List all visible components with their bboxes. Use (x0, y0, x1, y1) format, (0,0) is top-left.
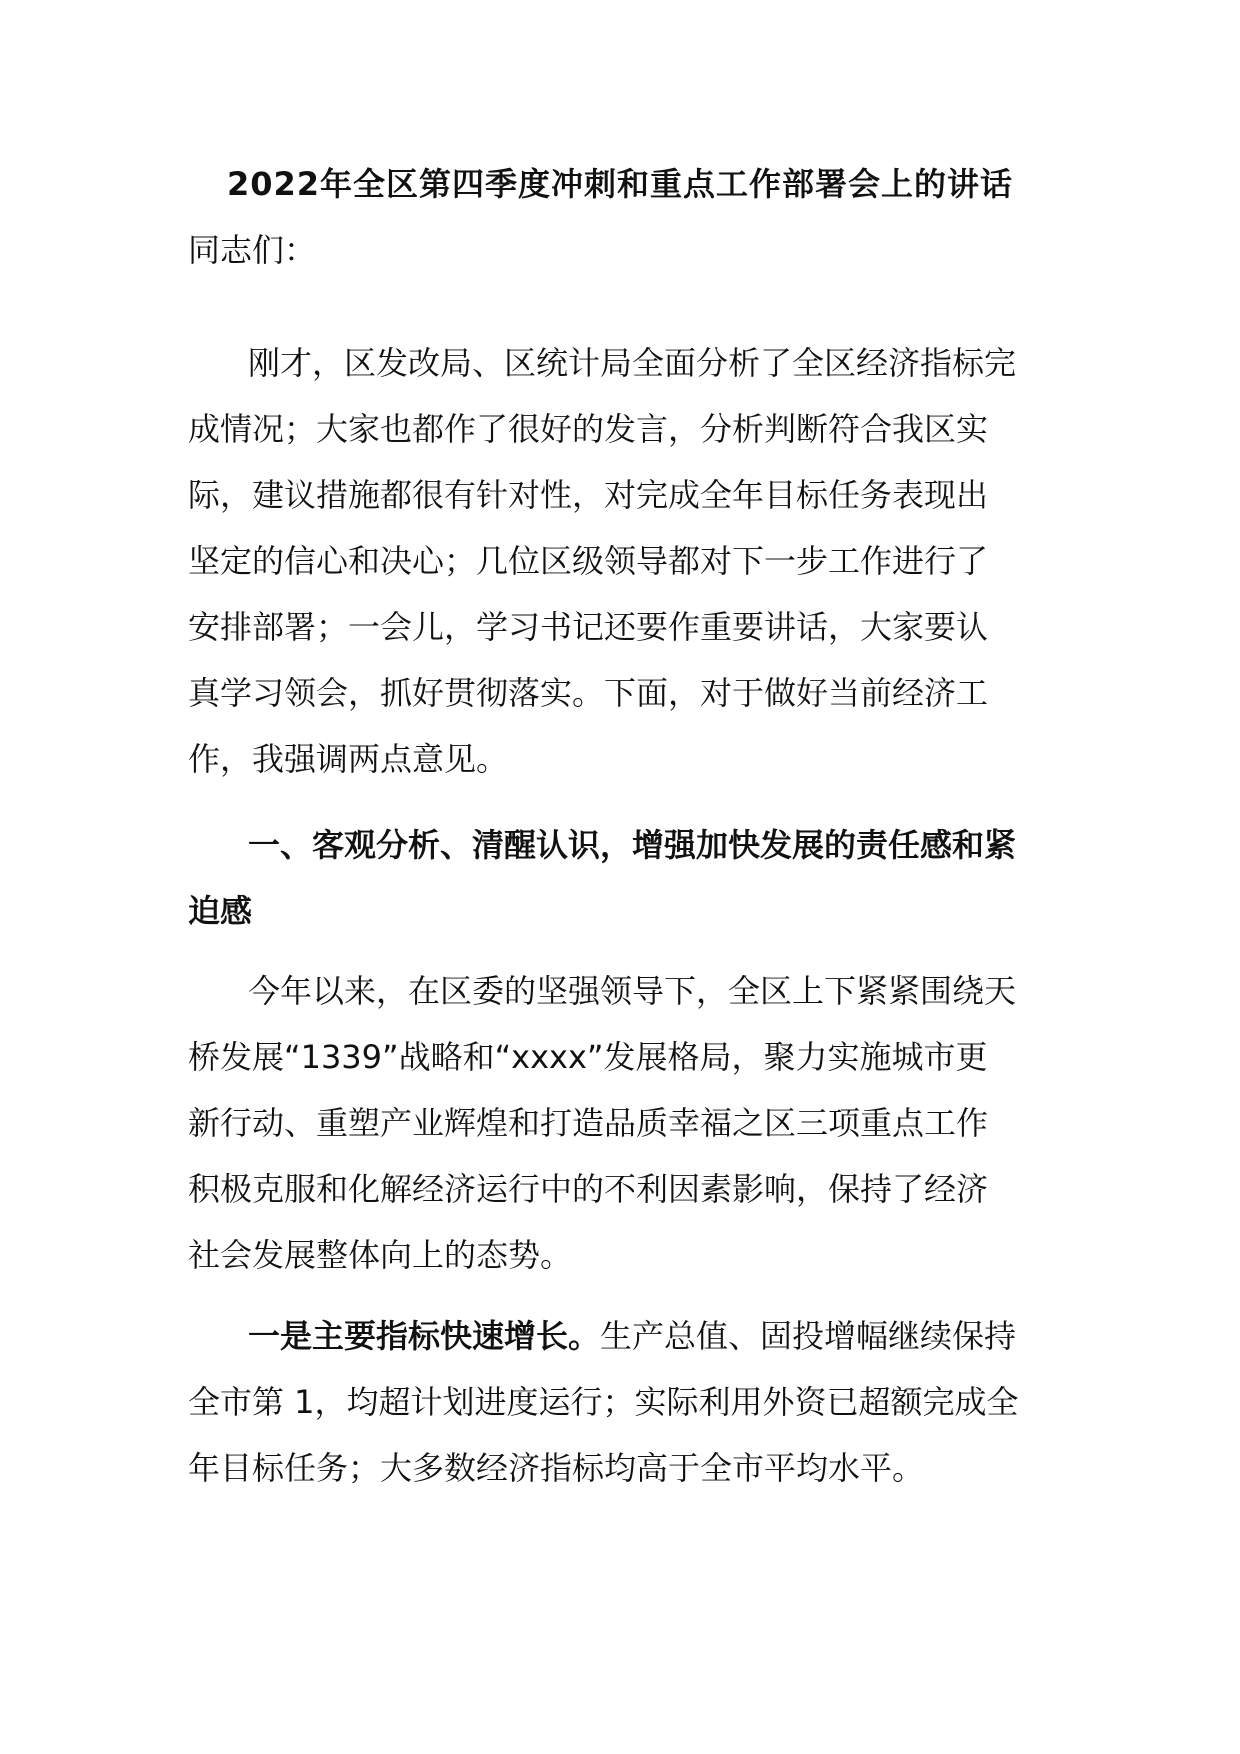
paragraph-line: 坚定的信心和决心；几位区级领导都对下一步工作进行了 (188, 542, 989, 580)
paragraph-line: 社会发展整体向上的态势。 (188, 1236, 573, 1274)
salutation: 同志们： (188, 231, 317, 269)
section-heading-1 (188, 812, 1058, 944)
paragraph-first-line (188, 1303, 1058, 1369)
paragraph-line: 真学习领会，抓好贯彻落实。下面，对于做好当前经济工 (188, 674, 989, 712)
paragraph-line: 年目标任务；大多数经济指标均高于全市平均水平。 (188, 1449, 925, 1487)
paragraph-line: 际，建议措施都很有针对性，对完成全年目标任务表现出 (188, 476, 989, 514)
paragraph-line: 桥发展“1339”战略和“xxxx”发展格局，聚力实施城市更 (188, 1038, 988, 1076)
paragraph-line: 成情况；大家也都作了很好的发言，分析判断符合我区实 (188, 410, 989, 448)
paragraph-first-line-rest: 生产总值、固投增幅继续保持 (600, 1317, 1017, 1355)
paragraph-indicators (188, 1303, 1058, 1501)
paragraph-line: 积极克服和化解经济运行中的不利因素影响，保持了经济 (188, 1170, 989, 1208)
paragraph-line: 今年以来，在区委的坚强领导下，全区上下紧紧围绕天 (248, 972, 1017, 1010)
paragraph-line: 刚才，区发改局、区统计局全面分析了全区经济指标完 (248, 344, 1017, 382)
heading-line: 一、客观分析、清醒认识，增强加快发展的责任感和紧 (248, 826, 1017, 864)
paragraph-line: 全市第 1，均超计划进度运行；实际利用外资已超额完成全 (188, 1383, 1019, 1421)
document-title: 2022年全区第四季度冲刺和重点工作部署会上的讲话 (226, 165, 1014, 203)
heading-line: 迫感 (188, 892, 253, 930)
paragraph-overview (188, 958, 1058, 1288)
paragraph-line: 安排部署；一会儿，学习书记还要作重要讲话，大家要认 (188, 608, 989, 646)
paragraph-line: 新行动、重塑产业辉煌和打造品质幸福之区三项重点工作 (188, 1104, 989, 1142)
paragraph-lead: 一是主要指标快速增长。 (248, 1317, 601, 1355)
paragraph-opening (188, 330, 1058, 792)
paragraph-line: 作，我强调两点意见。 (188, 740, 509, 778)
